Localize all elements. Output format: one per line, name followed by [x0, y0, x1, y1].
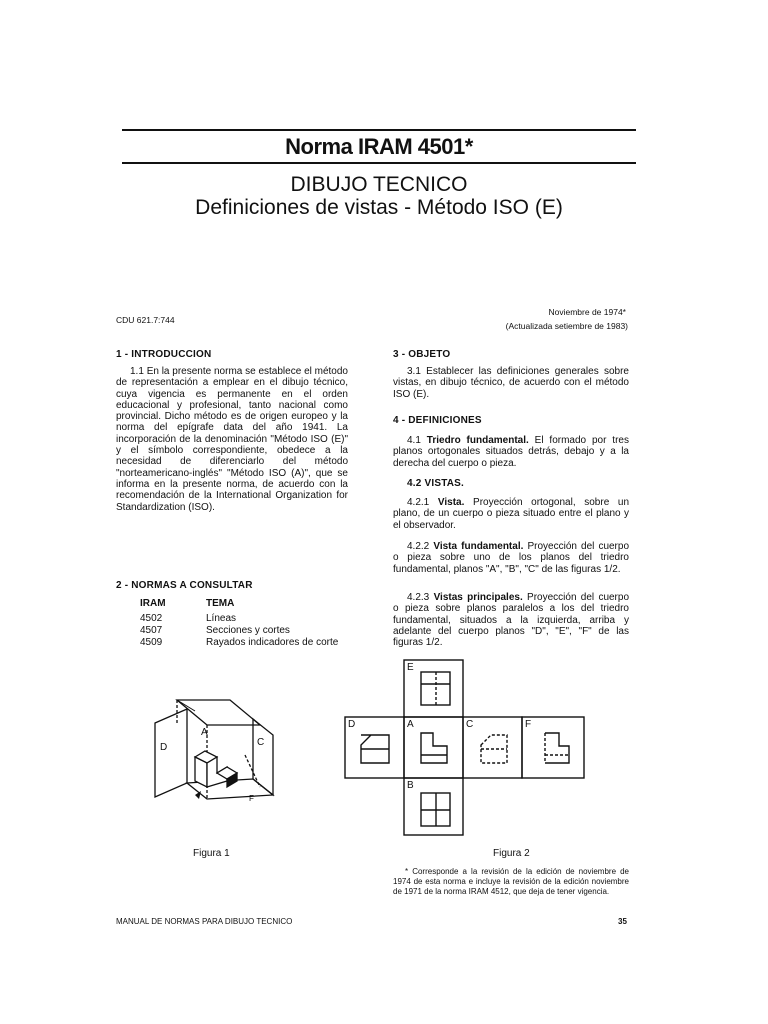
fig1-label-d: D [160, 742, 168, 753]
fig2-label-f: F [525, 719, 532, 730]
section-objeto-heading: 3 - OBJETO [393, 349, 451, 360]
fig2-label-e: E [407, 662, 414, 673]
fig2-view-a [421, 733, 447, 763]
fig2-label-d: D [348, 719, 356, 730]
objeto-paragraph: 3.1 Establecer las definiciones generales sobre vistas, en dibujo técnico, de acuerdo con el método ISO (E). [393, 366, 629, 400]
fig2-view-c [481, 735, 507, 763]
table-row [140, 637, 338, 649]
def-4-1-text: El formado por tres planos ortogonales situados detrás, debajo y a la derecha del cuerpo o pieza. [393, 435, 629, 469]
norms-table [140, 598, 338, 649]
footnote: * Corresponde a la revisión de la edición de noviembre de 1974 de esta norma e incluye la revisión de la edición noviembre de 1971 de la norma IRAM 4512, que deja de tener vigencia. [393, 867, 629, 896]
def-4-2-3-term: Vistas principales. [433, 592, 523, 603]
section-intro-text [116, 366, 348, 513]
cdu-code: CDU 621.7:744 [116, 315, 175, 325]
def-4-2-3-text: Proyección del cuerpo o pieza sobre planos paralelos a los del triedro fundamental, situados a la izquierda, arriba y adelante del cuerpo planos "D", "E", "F" de las figuras 1/2. [393, 592, 630, 649]
norm-tema-secciones: Secciones y cortes [206, 625, 290, 636]
fig2-view-b [421, 793, 450, 826]
def-4-2-3-num: 4.2.3 [407, 592, 430, 603]
def-4-1 [393, 435, 629, 469]
def-4-2-2-text: Proyección del cuerpo o pieza sobre uno de los planos del triedro fundamental, planos "A", "B", "C" de las figuras 1/2. [393, 541, 630, 575]
subtitle-line-1: DIBUJO TECNICO [290, 173, 468, 196]
figure-2-drawing [345, 660, 585, 840]
fig1-label-a: A [201, 727, 208, 738]
date-line-2: (Actualizada setiembre de 1983) [505, 321, 628, 331]
section-definiciones-heading: 4 - DEFINICIONES [393, 415, 482, 426]
footer-manual-title: MANUAL DE NORMAS PARA DIBUJO TECNICO [116, 917, 293, 926]
intro-paragraph: 1.1 En la presente norma se establece el método de representación a emplear en el dibujo técnico, cuya vigencia es permanente en el orden educacional y profesional, tanto nacional como provincial. Dicho método es de origen europeo y la norma del epígrafe data del año 1941. La incorporación de la denominación "Método ISO (E)" y el símbolo correspondiente, obedece a la necesidad de diferenciarlo del método "norteamericano-inglés" "Método ISO (A)", que se informa en la presente norma, de acuerdo con la recomendación de la International Organization for Standardization (ISO). [116, 366, 348, 513]
def-4-1-num: 4.1 [407, 435, 421, 446]
page-title: Norma IRAM 4501* [285, 134, 473, 159]
def-4-2-2-num: 4.2.2 [407, 541, 430, 552]
section-norms-heading: 2 - NORMAS A CONSULTAR [116, 580, 253, 591]
def-4-2-2 [393, 541, 629, 575]
def-4-1-term: Triedro fundamental. [426, 435, 529, 446]
fig1-plane-d [155, 709, 187, 797]
page-number: 35 [618, 917, 627, 926]
section-objeto-text [393, 366, 629, 400]
top-rule [122, 129, 636, 131]
fig1-label-f: F [249, 794, 254, 803]
date-line-1: Noviembre de 1974* [548, 307, 626, 317]
norm-iram-4502: 4502 [140, 613, 163, 624]
norm-iram-4507: 4507 [140, 625, 163, 636]
def-4-2-3 [393, 592, 629, 648]
figure-1-drawing [155, 695, 275, 810]
def-4-2-heading: 4.2 VISTAS. [407, 478, 465, 489]
norm-tema-lineas: Líneas [206, 613, 237, 624]
fig2-view-e [421, 672, 450, 705]
def-4-2-1-text: Proyección ortogonal, sobre un plano, de un cuerpo o pieza situado entre el plano y el observador. [393, 497, 630, 531]
fig1-label-c: C [257, 737, 265, 748]
def-4-2-2-term: Vista fundamental. [433, 541, 524, 552]
def-4-2-1-num: 4.2.1 [407, 497, 430, 508]
section-intro-heading: 1 - INTRODUCCION [116, 349, 212, 360]
norm-tema-rayados: Rayados indicadores de corte [206, 637, 339, 648]
def-4-2-1 [393, 497, 629, 531]
fig2-view-d [361, 735, 389, 763]
fig1-piece [195, 751, 237, 787]
fig2-view-f [545, 733, 569, 763]
title-rule [122, 162, 636, 164]
figure-2-caption: Figura 2 [493, 848, 530, 859]
table-row [140, 625, 338, 637]
fig1-plane-c [253, 719, 273, 795]
fig2-label-b: B [407, 780, 414, 791]
figure-1-caption: Figura 1 [193, 848, 230, 859]
def-4-2-1-term: Vista. [437, 497, 465, 508]
table-row [140, 609, 338, 625]
fig1-plane-back [177, 700, 260, 725]
fig2-label-a: A [407, 719, 414, 730]
norm-iram-4509: 4509 [140, 637, 163, 648]
norms-col-tema: TEMA [206, 598, 235, 609]
subtitle-line-2: Definiciones de vistas - Método ISO (E) [195, 196, 563, 219]
norms-col-iram: IRAM [140, 598, 166, 609]
fig2-label-c: C [466, 719, 474, 730]
fig2-cell-f [522, 717, 584, 778]
